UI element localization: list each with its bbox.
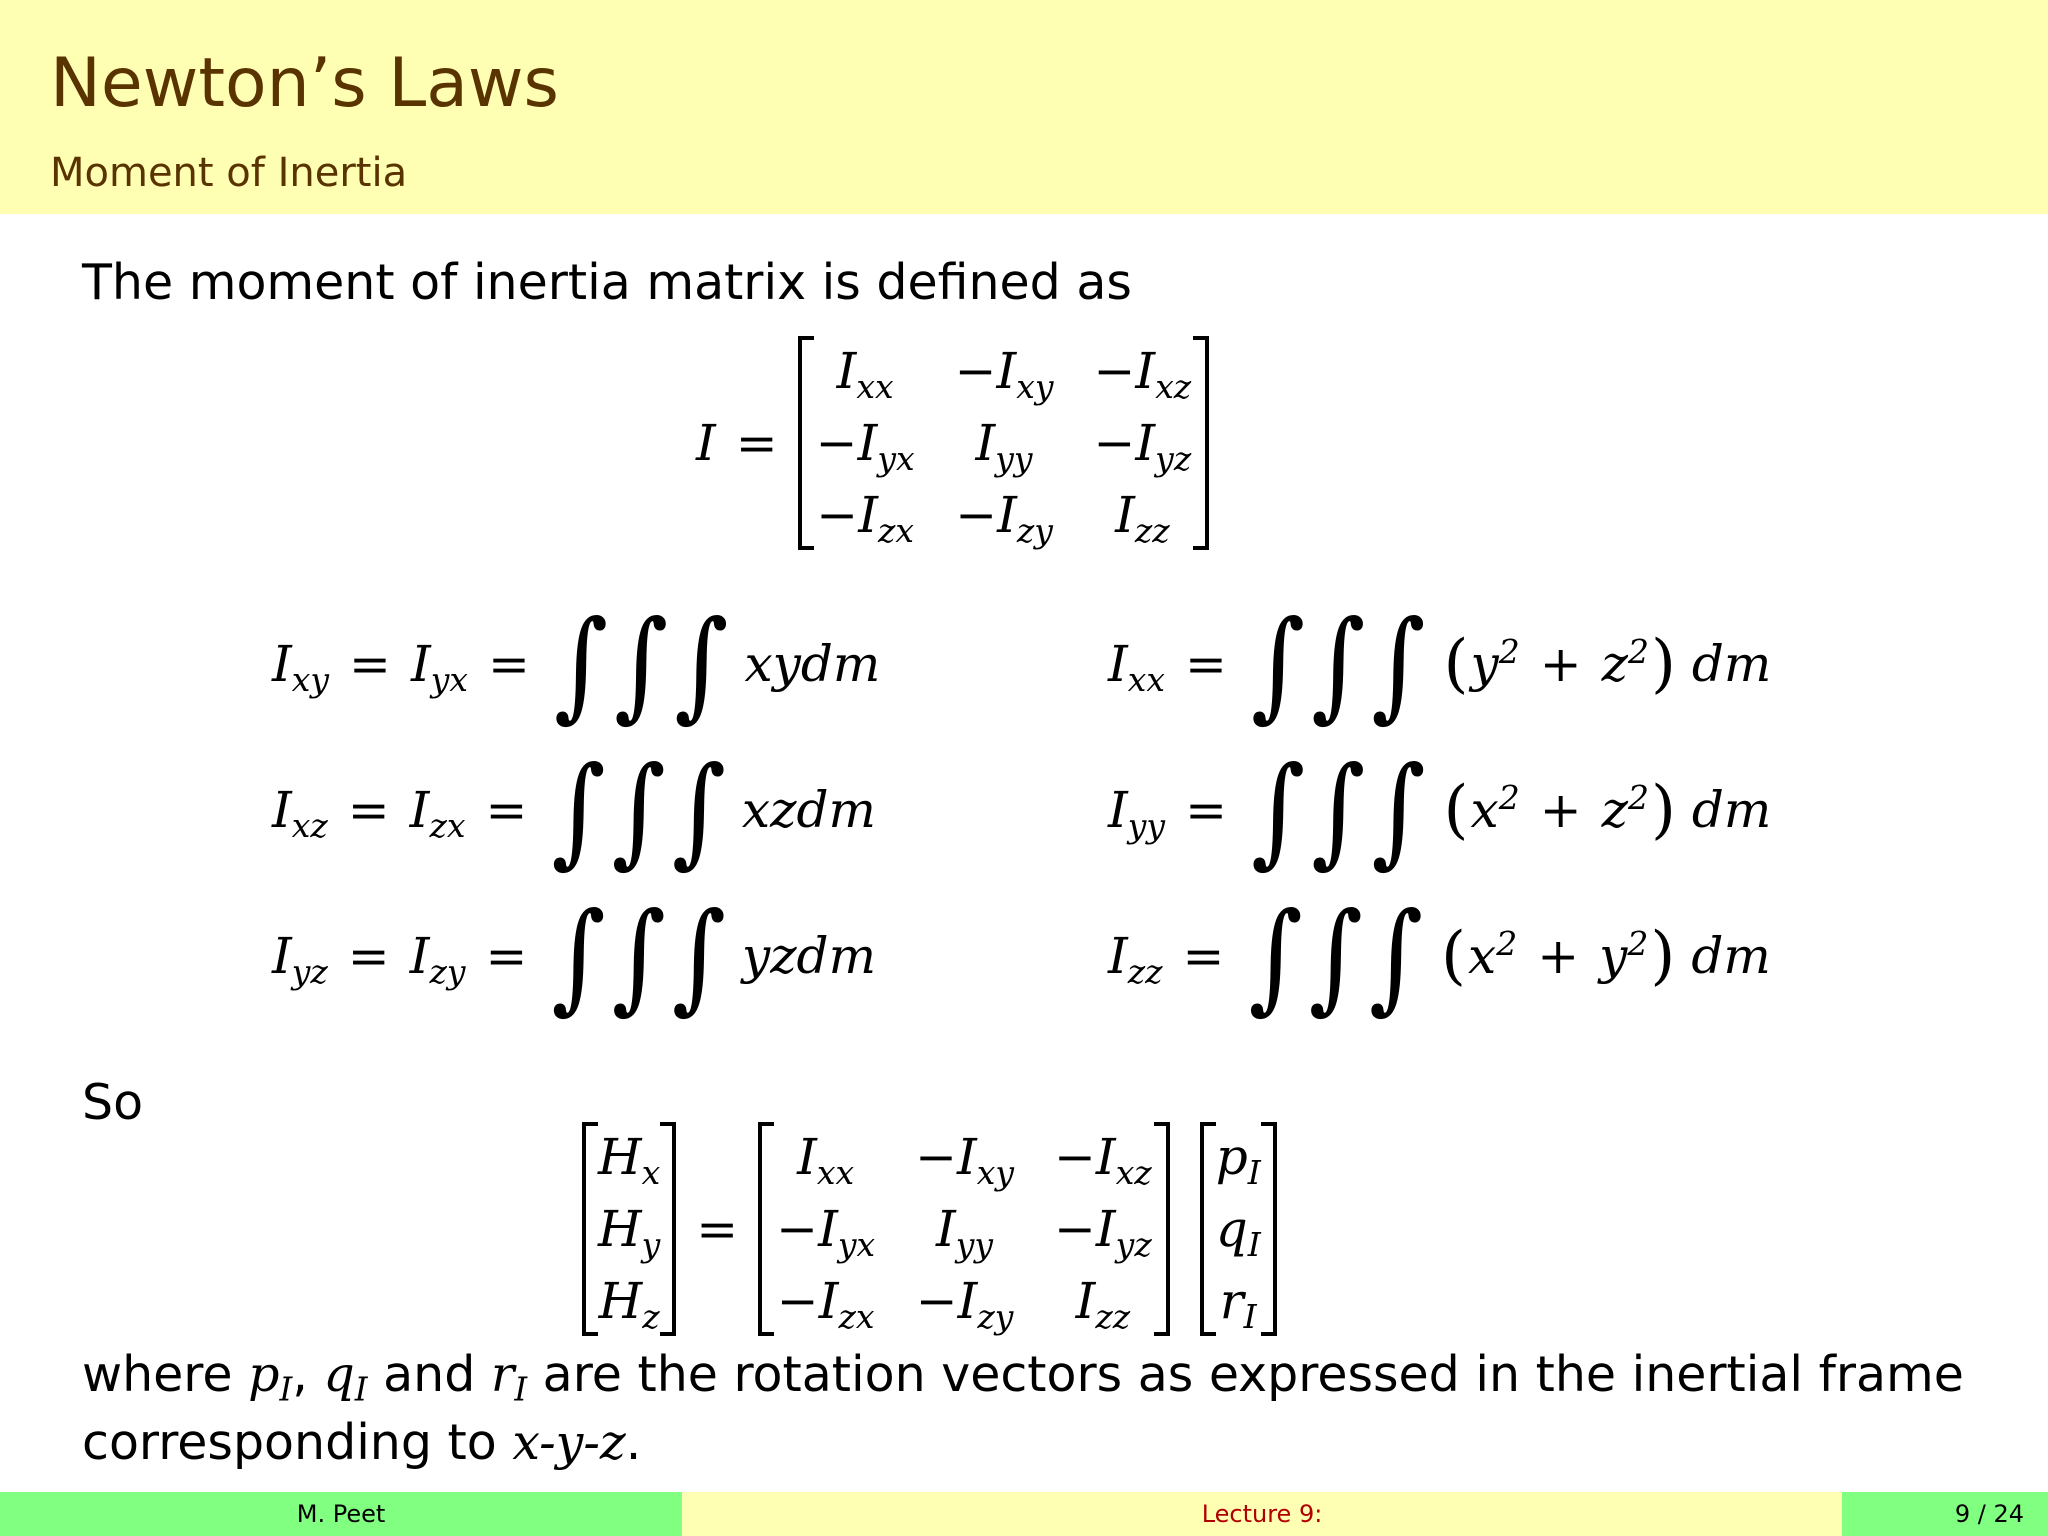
integral-equation — [1108, 739, 1772, 881]
matrix-entry: $-I_{yx}$ — [776, 1200, 876, 1264]
equals-sign: = — [347, 927, 390, 985]
matrix-entry: $-I_{zx}$ — [816, 486, 914, 550]
footer-lecture: Lecture 9: — [682, 1492, 1842, 1536]
vector-entry: $H_x$ — [598, 1128, 661, 1192]
equals-sign: = — [349, 635, 391, 693]
differential: dm — [1691, 635, 1772, 693]
close-paren: ) — [1650, 627, 1676, 701]
plus-sign: + — [1537, 927, 1580, 985]
product-of-inertia: $I_{zx}$ — [409, 781, 466, 845]
matrix-entry: $-I_{yz}$ — [1093, 414, 1192, 478]
matrix-entry: $-I_{xy}$ — [954, 342, 1054, 406]
product-of-inertia: $I_{xz}$ — [272, 781, 328, 845]
matrix-entry: $-I_{xz}$ — [1093, 342, 1192, 406]
differential: dm — [1691, 781, 1772, 839]
triple-integral-symbol: ∫∫∫ — [551, 739, 732, 881]
footer-author: M. Peet — [0, 1492, 682, 1536]
product-of-inertia: $I_{zy}$ — [409, 927, 466, 991]
matrix-entry: $I_{zz}$ — [1115, 486, 1170, 550]
variable: $x^2$ — [1470, 777, 1520, 839]
integral-equation — [272, 885, 876, 1027]
plus-sign: + — [1539, 781, 1582, 839]
intro-text: The moment of inertia matrix is defined as — [82, 254, 1132, 311]
matrix-entry: $I_{yy}$ — [936, 1200, 994, 1264]
integrand: xzdm — [741, 781, 876, 839]
slide-header — [0, 0, 2048, 214]
matrix-entry: $I_{xx}$ — [797, 1128, 855, 1192]
matrix-entry: $I_{xx}$ — [836, 342, 894, 406]
matrix-entry: $-I_{zx}$ — [776, 1272, 875, 1336]
slide-title: Newton’s Laws — [50, 44, 559, 123]
equals-sign: = — [735, 414, 778, 472]
inertia-matrix-equation — [696, 336, 1209, 550]
equals-sign: = — [347, 781, 390, 839]
inertia-matrix — [798, 336, 1210, 550]
matrix-entry: $-I_{yx}$ — [815, 414, 915, 478]
matrix-lhs: I — [696, 414, 716, 472]
open-paren: ( — [1443, 627, 1469, 701]
variable: $y^2$ — [1470, 631, 1520, 693]
integral-equation — [1108, 593, 1772, 735]
product-of-inertia: $I_{yz}$ — [272, 927, 328, 991]
variable: $y^2$ — [1599, 923, 1649, 985]
equals-sign: = — [1182, 927, 1225, 985]
vector-entry: $p_I$ — [1215, 1128, 1261, 1192]
product-of-inertia: $I_{yx}$ — [410, 635, 468, 699]
matrix-entry: $-I_{xz}$ — [1054, 1128, 1152, 1192]
inertia-matrix — [758, 1122, 1170, 1336]
where-text: where $p_I$, $q_I$ and $r_I$ are the rotation vectors as expressed in the inertial frame — [82, 1346, 1964, 1409]
vector-entry: $r_I$ — [1219, 1272, 1257, 1336]
moment-of-inertia: $I_{zz}$ — [1108, 927, 1163, 991]
integrand: xydm — [744, 635, 881, 693]
integral-equation — [1108, 885, 1771, 1027]
differential: dm — [1691, 927, 1771, 985]
slide-subtitle: Moment of Inertia — [50, 150, 408, 196]
triple-integral-symbol: ∫∫∫ — [1250, 593, 1432, 735]
moment-of-inertia: $I_{xx}$ — [1108, 635, 1165, 699]
triple-integral-symbol: ∫∫∫ — [553, 593, 735, 735]
where-text-line2: corresponding to x-y-z. — [82, 1414, 642, 1471]
equals-sign: = — [1185, 781, 1227, 839]
variable: $z^2$ — [1601, 777, 1649, 839]
triple-integral-symbol: ∫∫∫ — [1248, 885, 1430, 1027]
matrix-entry: $I_{zz}$ — [1075, 1272, 1131, 1336]
angular-momentum-vector — [582, 1122, 676, 1336]
vector-entry: $H_z$ — [598, 1272, 660, 1336]
so-text: So — [82, 1074, 144, 1131]
matrix-entry: $-I_{zy}$ — [955, 486, 1053, 550]
moment-of-inertia: $I_{yy}$ — [1108, 781, 1166, 845]
integrand: yzdm — [741, 927, 876, 985]
close-paren: ) — [1650, 773, 1676, 847]
equals-sign: = — [485, 927, 528, 985]
matrix-entry: $I_{yy}$ — [975, 414, 1033, 478]
variable: $z^2$ — [1601, 631, 1649, 693]
equals-sign: = — [485, 781, 528, 839]
angular-momentum-equation — [582, 1122, 1277, 1336]
vector-entry: $q_I$ — [1215, 1200, 1261, 1264]
matrix-entry: $-I_{xy}$ — [915, 1128, 1015, 1192]
integral-equation — [272, 593, 881, 735]
equals-sign: = — [696, 1200, 739, 1258]
matrix-entry: $-I_{yz}$ — [1054, 1200, 1152, 1264]
close-paren: ) — [1650, 919, 1676, 993]
open-paren: ( — [1443, 773, 1469, 847]
equals-sign: = — [487, 635, 530, 693]
integral-equation — [272, 739, 876, 881]
vector-entry: $H_y$ — [598, 1200, 661, 1264]
triple-integral-symbol: ∫∫∫ — [1250, 739, 1432, 881]
slide-footer — [0, 1492, 2048, 1536]
plus-sign: + — [1539, 635, 1582, 693]
footer-page-number: 9 / 24 — [1842, 1492, 2048, 1536]
variable: $x^2$ — [1467, 923, 1518, 985]
equals-sign: = — [1185, 635, 1227, 693]
triple-integral-symbol: ∫∫∫ — [551, 885, 732, 1027]
matrix-entry: $-I_{zy}$ — [915, 1272, 1014, 1336]
product-of-inertia: $I_{xy}$ — [272, 635, 330, 699]
open-paren: ( — [1441, 919, 1466, 993]
rotation-rate-vector — [1200, 1122, 1277, 1336]
